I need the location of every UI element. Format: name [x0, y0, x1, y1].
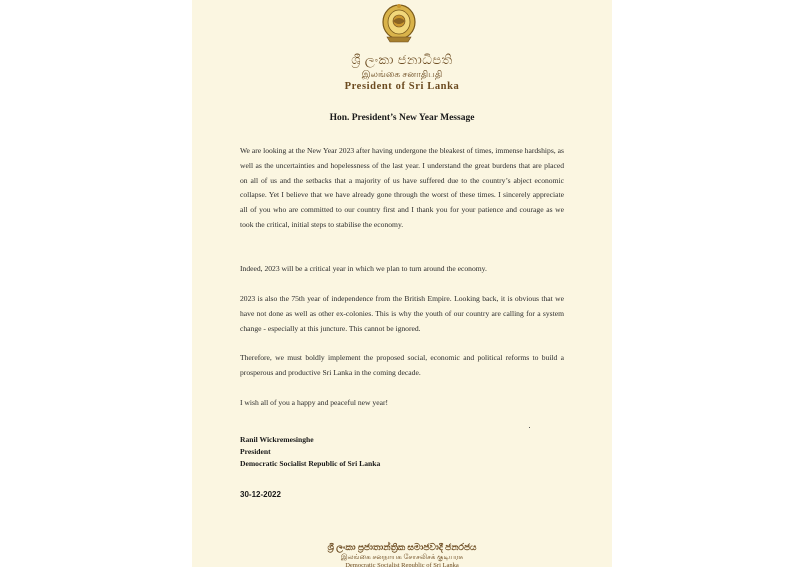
- message-title: Hon. President’s New Year Message: [329, 113, 475, 123]
- message-paragraph: Indeed, 2023 will be a critical year in which we plan to turn around the economy.: [240, 264, 487, 273]
- signatory-name: Ranil Wickremesinghe: [240, 435, 314, 444]
- signatory-position: President: [240, 447, 271, 456]
- message-paragraph: We are looking at the New Year 2023 after having undergone the bleakest of times, immense hardships, as well as the uncertainties and hopelessness of the last year. I understand the great burdens that are placed on all of us and the setbacks that a majority of us have suffered due to the country’s abject economic collapse. Yet I believe that we have already gone through the worst of these times. I sincerely appreciate all of you who are committed to our country first and I thank you for your patience and courage as we took the critical, initial steps to stabilise the economy.: [240, 146, 564, 229]
- footer-sinhala: ශ්‍රී ලංකා ප්‍රජාතාන්ත්‍රික සමාජවාදී ජනරජය: [327, 542, 477, 552]
- footer-tamil: இலங்கை சனநாயக சோசலிசக் குடியரசு: [340, 553, 464, 561]
- message-paragraph: I wish all of you a happy and peaceful new year!: [240, 398, 389, 407]
- letter-page: [192, 0, 612, 567]
- letterhead-title-english: President of Sri Lanka: [344, 81, 460, 92]
- ink-dot: [529, 427, 530, 428]
- letter-date: 30-12-2022: [240, 490, 281, 499]
- state-emblem-icon: [379, 3, 419, 45]
- signatory-state: Democratic Socialist Republic of Sri Lanka: [240, 459, 381, 468]
- message-paragraph: Therefore, we must boldly implement the proposed social, economic and political reforms to build a prosperous and productive Sri Lanka in the coming decade.: [240, 353, 564, 377]
- letterhead-title-sinhala: ශ්‍රී ලංකා ජනාධිපති: [351, 52, 453, 67]
- letterhead-title-tamil: இலங்கை சனாதிபதி: [361, 69, 443, 79]
- message-paragraph: 2023 is also the 75th year of independence from the British Empire. Looking back, it is obvious that we have not done as well as other ex-colonies. This is why the youth of our country are calling for a system change - especially at this juncture. This cannot be ignored.: [240, 294, 564, 333]
- footer-english: Democratic Socialist Republic of Sri Lanka: [345, 562, 459, 567]
